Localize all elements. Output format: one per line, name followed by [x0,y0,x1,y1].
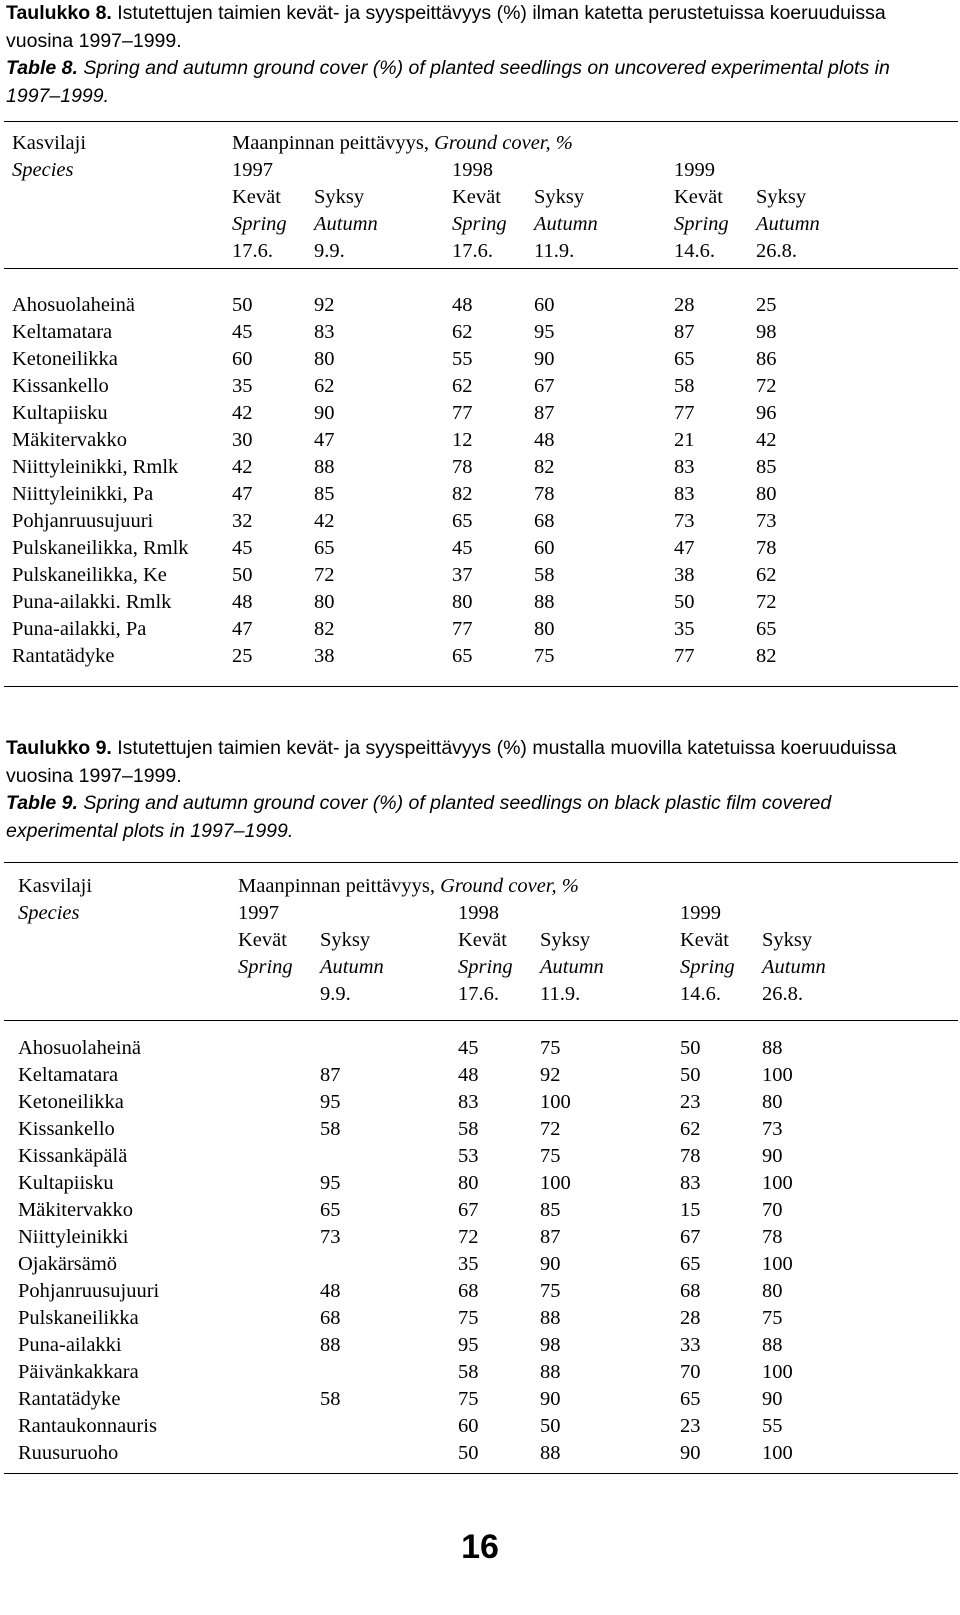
value-cell: 95 [320,1091,341,1113]
species-cell: Rantatädyke [12,645,115,667]
value-cell: 60 [232,348,253,370]
table8-caption-fi-text: Istutettujen taimien kevät- ja syyspeittävyys (%) ilman katetta perustetuissa koeruuduissa vuosina 1997–1999. [6,2,886,52]
value-cell: 73 [756,510,777,532]
value-cell: 12 [452,429,473,451]
value-cell: 82 [756,645,777,667]
ground-cover-label-en: Ground cover, % [440,875,579,897]
value-cell: 75 [762,1307,783,1329]
date-header: 17.6. [458,983,499,1005]
species-cell: Ahosuolaheinä [18,1037,141,1059]
ground-cover-label-fi: Maanpinnan peittävyys, [238,875,435,897]
table9-caption-en-text: Spring and autumn ground cover (%) of planted seedlings on black plastic film covered experimental plots in 1997–1999. [6,792,832,842]
value-cell: 65 [314,537,335,559]
value-cell: 48 [534,429,555,451]
value-cell: 47 [232,618,253,640]
ground-cover-label-en: Ground cover, % [434,132,573,154]
species-cell: Ahosuolaheinä [12,294,135,316]
value-cell: 50 [540,1415,561,1437]
value-cell: 88 [540,1361,561,1383]
value-cell: 75 [540,1145,561,1167]
page-number: 16 [461,1528,499,1566]
table8-caption-en-text: Spring and autumn ground cover (%) of planted seedlings on uncovered experimental plots in 1997–1999. [6,57,890,107]
species-cell: Keltamatara [12,321,113,343]
species-cell: Niittyleinikki, Pa [12,483,154,505]
year-header: 1999 [680,902,721,924]
value-cell: 72 [756,591,777,613]
species-cell: Keltamatara [18,1064,119,1086]
value-cell: 96 [756,402,777,424]
species-cell: Kissankello [18,1118,115,1140]
value-cell: 78 [680,1145,701,1167]
value-cell: 83 [314,321,335,343]
value-cell: 75 [534,645,555,667]
value-cell: 87 [534,402,555,424]
value-cell: 98 [756,321,777,343]
value-cell: 65 [320,1199,341,1221]
value-cell: 42 [232,456,253,478]
date-header: 9.9. [314,240,345,262]
value-cell: 78 [452,456,473,478]
value-cell: 77 [674,645,695,667]
season-header: Kevät [238,929,287,951]
value-cell: 62 [452,321,473,343]
value-cell: 62 [314,375,335,397]
value-cell: 70 [762,1199,783,1221]
value-cell: 45 [232,537,253,559]
year-header: 1998 [452,159,493,181]
value-cell: 95 [320,1172,341,1194]
species-cell: Mäkitervakko [18,1199,133,1221]
species-cell: Ruusuruoho [18,1442,119,1464]
species-cell: Pohjanruusujuuri [12,510,154,532]
value-cell: 38 [674,564,695,586]
value-cell: 100 [762,1361,793,1383]
season-header: Syksy [320,929,371,951]
value-cell: 82 [534,456,555,478]
value-cell: 90 [540,1253,561,1275]
value-cell: 68 [458,1280,479,1302]
species-cell: Puna-ailakki, Pa [12,618,147,640]
value-cell: 62 [756,564,777,586]
species-header-en: Species [18,902,80,924]
value-cell: 58 [320,1118,341,1140]
value-cell: 83 [680,1172,701,1194]
season-header-en: Autumn [540,956,604,978]
value-cell: 67 [458,1199,479,1221]
value-cell: 86 [756,348,777,370]
value-cell: 77 [452,618,473,640]
species-cell: Pulskaneilikka, Rmlk [12,537,189,559]
value-cell: 90 [314,402,335,424]
date-header: 26.8. [762,983,803,1005]
value-cell: 82 [452,483,473,505]
value-cell: 100 [762,1253,793,1275]
value-cell: 48 [452,294,473,316]
value-cell: 72 [458,1226,479,1248]
season-header-en: Autumn [314,213,378,235]
table9-caption-fi-text: Istutettujen taimien kevät- ja syyspeittävyys (%) mustalla muovilla katetuissa koeruuduissa vuosina 1997–1999. [6,737,897,787]
value-cell: 88 [762,1334,783,1356]
value-cell: 65 [452,510,473,532]
value-cell: 48 [232,591,253,613]
season-header: Kevät [674,186,723,208]
value-cell: 47 [232,483,253,505]
species-header-en: Species [12,159,74,181]
value-cell: 55 [452,348,473,370]
value-cell: 100 [762,1064,793,1086]
value-cell: 85 [314,483,335,505]
value-cell: 73 [674,510,695,532]
species-cell: Pulskaneilikka [18,1307,139,1329]
season-header-en: Autumn [534,213,598,235]
value-cell: 90 [762,1388,783,1410]
ground-cover-header [238,873,579,900]
table9-caption-fi [6,735,946,790]
value-cell: 50 [680,1064,701,1086]
date-header: 9.9. [320,983,351,1005]
species-cell: Rantaukonnauris [18,1415,157,1437]
value-cell: 100 [540,1172,571,1194]
species-cell: Puna-ailakki [18,1334,122,1356]
ground-cover-label-fi: Maanpinnan peittävyys, [232,132,429,154]
table8-caption [6,0,946,110]
date-header: 17.6. [232,240,273,262]
species-cell: Rantatädyke [18,1388,121,1410]
date-header: 11.9. [534,240,575,262]
value-cell: 68 [320,1307,341,1329]
value-cell: 100 [540,1091,571,1113]
value-cell: 33 [680,1334,701,1356]
value-cell: 65 [680,1253,701,1275]
value-cell: 80 [314,348,335,370]
value-cell: 88 [534,591,555,613]
value-cell: 58 [458,1361,479,1383]
value-cell: 58 [458,1118,479,1140]
value-cell: 58 [674,375,695,397]
table9-caption-fi-label: Taulukko 9. [6,737,112,759]
value-cell: 47 [674,537,695,559]
value-cell: 45 [232,321,253,343]
date-header: 17.6. [452,240,493,262]
value-cell: 50 [680,1037,701,1059]
value-cell: 65 [680,1388,701,1410]
season-header: Kevät [680,929,729,951]
value-cell: 67 [680,1226,701,1248]
season-header-en: Spring [452,213,507,235]
value-cell: 30 [232,429,253,451]
value-cell: 88 [320,1334,341,1356]
value-cell: 53 [458,1145,479,1167]
species-cell: Puna-ailakki. Rmlk [12,591,172,613]
season-header: Kevät [458,929,507,951]
value-cell: 87 [320,1064,341,1086]
table8-header-rule [4,268,958,269]
value-cell: 25 [232,645,253,667]
table9-caption [6,735,946,845]
value-cell: 80 [452,591,473,613]
value-cell: 78 [762,1226,783,1248]
value-cell: 68 [680,1280,701,1302]
value-cell: 68 [534,510,555,532]
value-cell: 60 [534,294,555,316]
value-cell: 92 [540,1064,561,1086]
value-cell: 45 [452,537,473,559]
species-cell: Kultapiisku [18,1172,114,1194]
value-cell: 75 [458,1388,479,1410]
date-header: 26.8. [756,240,797,262]
value-cell: 21 [674,429,695,451]
season-header-en: Autumn [320,956,384,978]
value-cell: 37 [452,564,473,586]
season-header-en: Autumn [762,956,826,978]
species-cell: Ojakärsämö [18,1253,118,1275]
value-cell: 58 [320,1388,341,1410]
value-cell: 50 [232,564,253,586]
value-cell: 80 [458,1172,479,1194]
season-header: Kevät [452,186,501,208]
date-header: 14.6. [674,240,715,262]
value-cell: 100 [762,1172,793,1194]
species-cell: Päivänkakkara [18,1361,139,1383]
value-cell: 67 [534,375,555,397]
season-header-en: Spring [458,956,513,978]
value-cell: 80 [314,591,335,613]
value-cell: 42 [232,402,253,424]
value-cell: 83 [458,1091,479,1113]
value-cell: 65 [674,348,695,370]
value-cell: 15 [680,1199,701,1221]
value-cell: 42 [314,510,335,532]
value-cell: 28 [674,294,695,316]
value-cell: 48 [320,1280,341,1302]
season-header: Syksy [540,929,591,951]
value-cell: 85 [540,1199,561,1221]
value-cell: 72 [314,564,335,586]
value-cell: 50 [232,294,253,316]
value-cell: 88 [540,1442,561,1464]
table8-caption-en-label: Table 8. [6,57,78,79]
season-header-en: Spring [680,956,735,978]
table8-caption-en [6,55,946,110]
value-cell: 60 [458,1415,479,1437]
value-cell: 92 [314,294,335,316]
species-header: Kasvilaji [12,132,87,154]
value-cell: 25 [756,294,777,316]
value-cell: 90 [534,348,555,370]
value-cell: 47 [314,429,335,451]
value-cell: 72 [540,1118,561,1140]
table8-caption-fi [6,0,946,55]
season-header-en: Autumn [756,213,820,235]
species-cell: Ketoneilikka [18,1091,124,1113]
ground-cover-header [232,130,573,157]
value-cell: 77 [674,402,695,424]
species-cell: Pohjanruusujuuri [18,1280,160,1302]
table9-header-rule [4,1020,958,1021]
season-header-en: Spring [232,213,287,235]
value-cell: 82 [314,618,335,640]
value-cell: 65 [452,645,473,667]
value-cell: 95 [458,1334,479,1356]
year-header: 1997 [238,902,279,924]
value-cell: 35 [458,1253,479,1275]
season-header: Syksy [534,186,585,208]
value-cell: 88 [540,1307,561,1329]
value-cell: 48 [458,1064,479,1086]
year-header: 1997 [232,159,273,181]
date-header: 14.6. [680,983,721,1005]
value-cell: 58 [534,564,555,586]
value-cell: 90 [762,1145,783,1167]
value-cell: 23 [680,1415,701,1437]
value-cell: 45 [458,1037,479,1059]
value-cell: 32 [232,510,253,532]
value-cell: 73 [762,1118,783,1140]
value-cell: 50 [458,1442,479,1464]
value-cell: 28 [680,1307,701,1329]
value-cell: 80 [762,1091,783,1113]
value-cell: 42 [756,429,777,451]
season-header: Syksy [314,186,365,208]
value-cell: 87 [674,321,695,343]
table9-bottom-rule [4,1473,958,1474]
species-header: Kasvilaji [18,875,93,897]
value-cell: 75 [540,1280,561,1302]
species-cell: Mäkitervakko [12,429,127,451]
value-cell: 90 [680,1442,701,1464]
species-cell: Niittyleinikki, Rmlk [12,456,179,478]
value-cell: 38 [314,645,335,667]
table8-top-rule [4,121,958,122]
species-cell: Pulskaneilikka, Ke [12,564,167,586]
value-cell: 90 [540,1388,561,1410]
table8-caption-fi-label: Taulukko 8. [6,2,112,24]
value-cell: 73 [320,1226,341,1248]
value-cell: 83 [674,483,695,505]
value-cell: 72 [756,375,777,397]
value-cell: 35 [232,375,253,397]
value-cell: 80 [534,618,555,640]
value-cell: 87 [540,1226,561,1248]
value-cell: 85 [756,456,777,478]
value-cell: 77 [452,402,473,424]
value-cell: 98 [540,1334,561,1356]
value-cell: 70 [680,1361,701,1383]
value-cell: 35 [674,618,695,640]
value-cell: 75 [458,1307,479,1329]
species-cell: Kissankäpälä [18,1145,128,1167]
season-header-en: Spring [674,213,729,235]
year-header: 1999 [674,159,715,181]
table9-caption-en [6,790,946,845]
value-cell: 88 [762,1037,783,1059]
value-cell: 62 [452,375,473,397]
value-cell: 78 [534,483,555,505]
species-cell: Kissankello [12,375,109,397]
value-cell: 23 [680,1091,701,1113]
table8-bottom-rule [4,686,958,687]
value-cell: 100 [762,1442,793,1464]
value-cell: 80 [756,483,777,505]
species-cell: Ketoneilikka [12,348,118,370]
season-header: Syksy [762,929,813,951]
table9-caption-en-label: Table 9. [6,792,78,814]
value-cell: 55 [762,1415,783,1437]
value-cell: 60 [534,537,555,559]
value-cell: 78 [756,537,777,559]
value-cell: 83 [674,456,695,478]
season-header: Syksy [756,186,807,208]
value-cell: 50 [674,591,695,613]
value-cell: 65 [756,618,777,640]
value-cell: 80 [762,1280,783,1302]
season-header-en: Spring [238,956,293,978]
species-cell: Niittyleinikki [18,1226,129,1248]
value-cell: 62 [680,1118,701,1140]
year-header: 1998 [458,902,499,924]
value-cell: 75 [540,1037,561,1059]
value-cell: 88 [314,456,335,478]
date-header: 11.9. [540,983,581,1005]
table9-top-rule [4,862,958,863]
season-header: Kevät [232,186,281,208]
value-cell: 95 [534,321,555,343]
species-cell: Kultapiisku [12,402,108,424]
